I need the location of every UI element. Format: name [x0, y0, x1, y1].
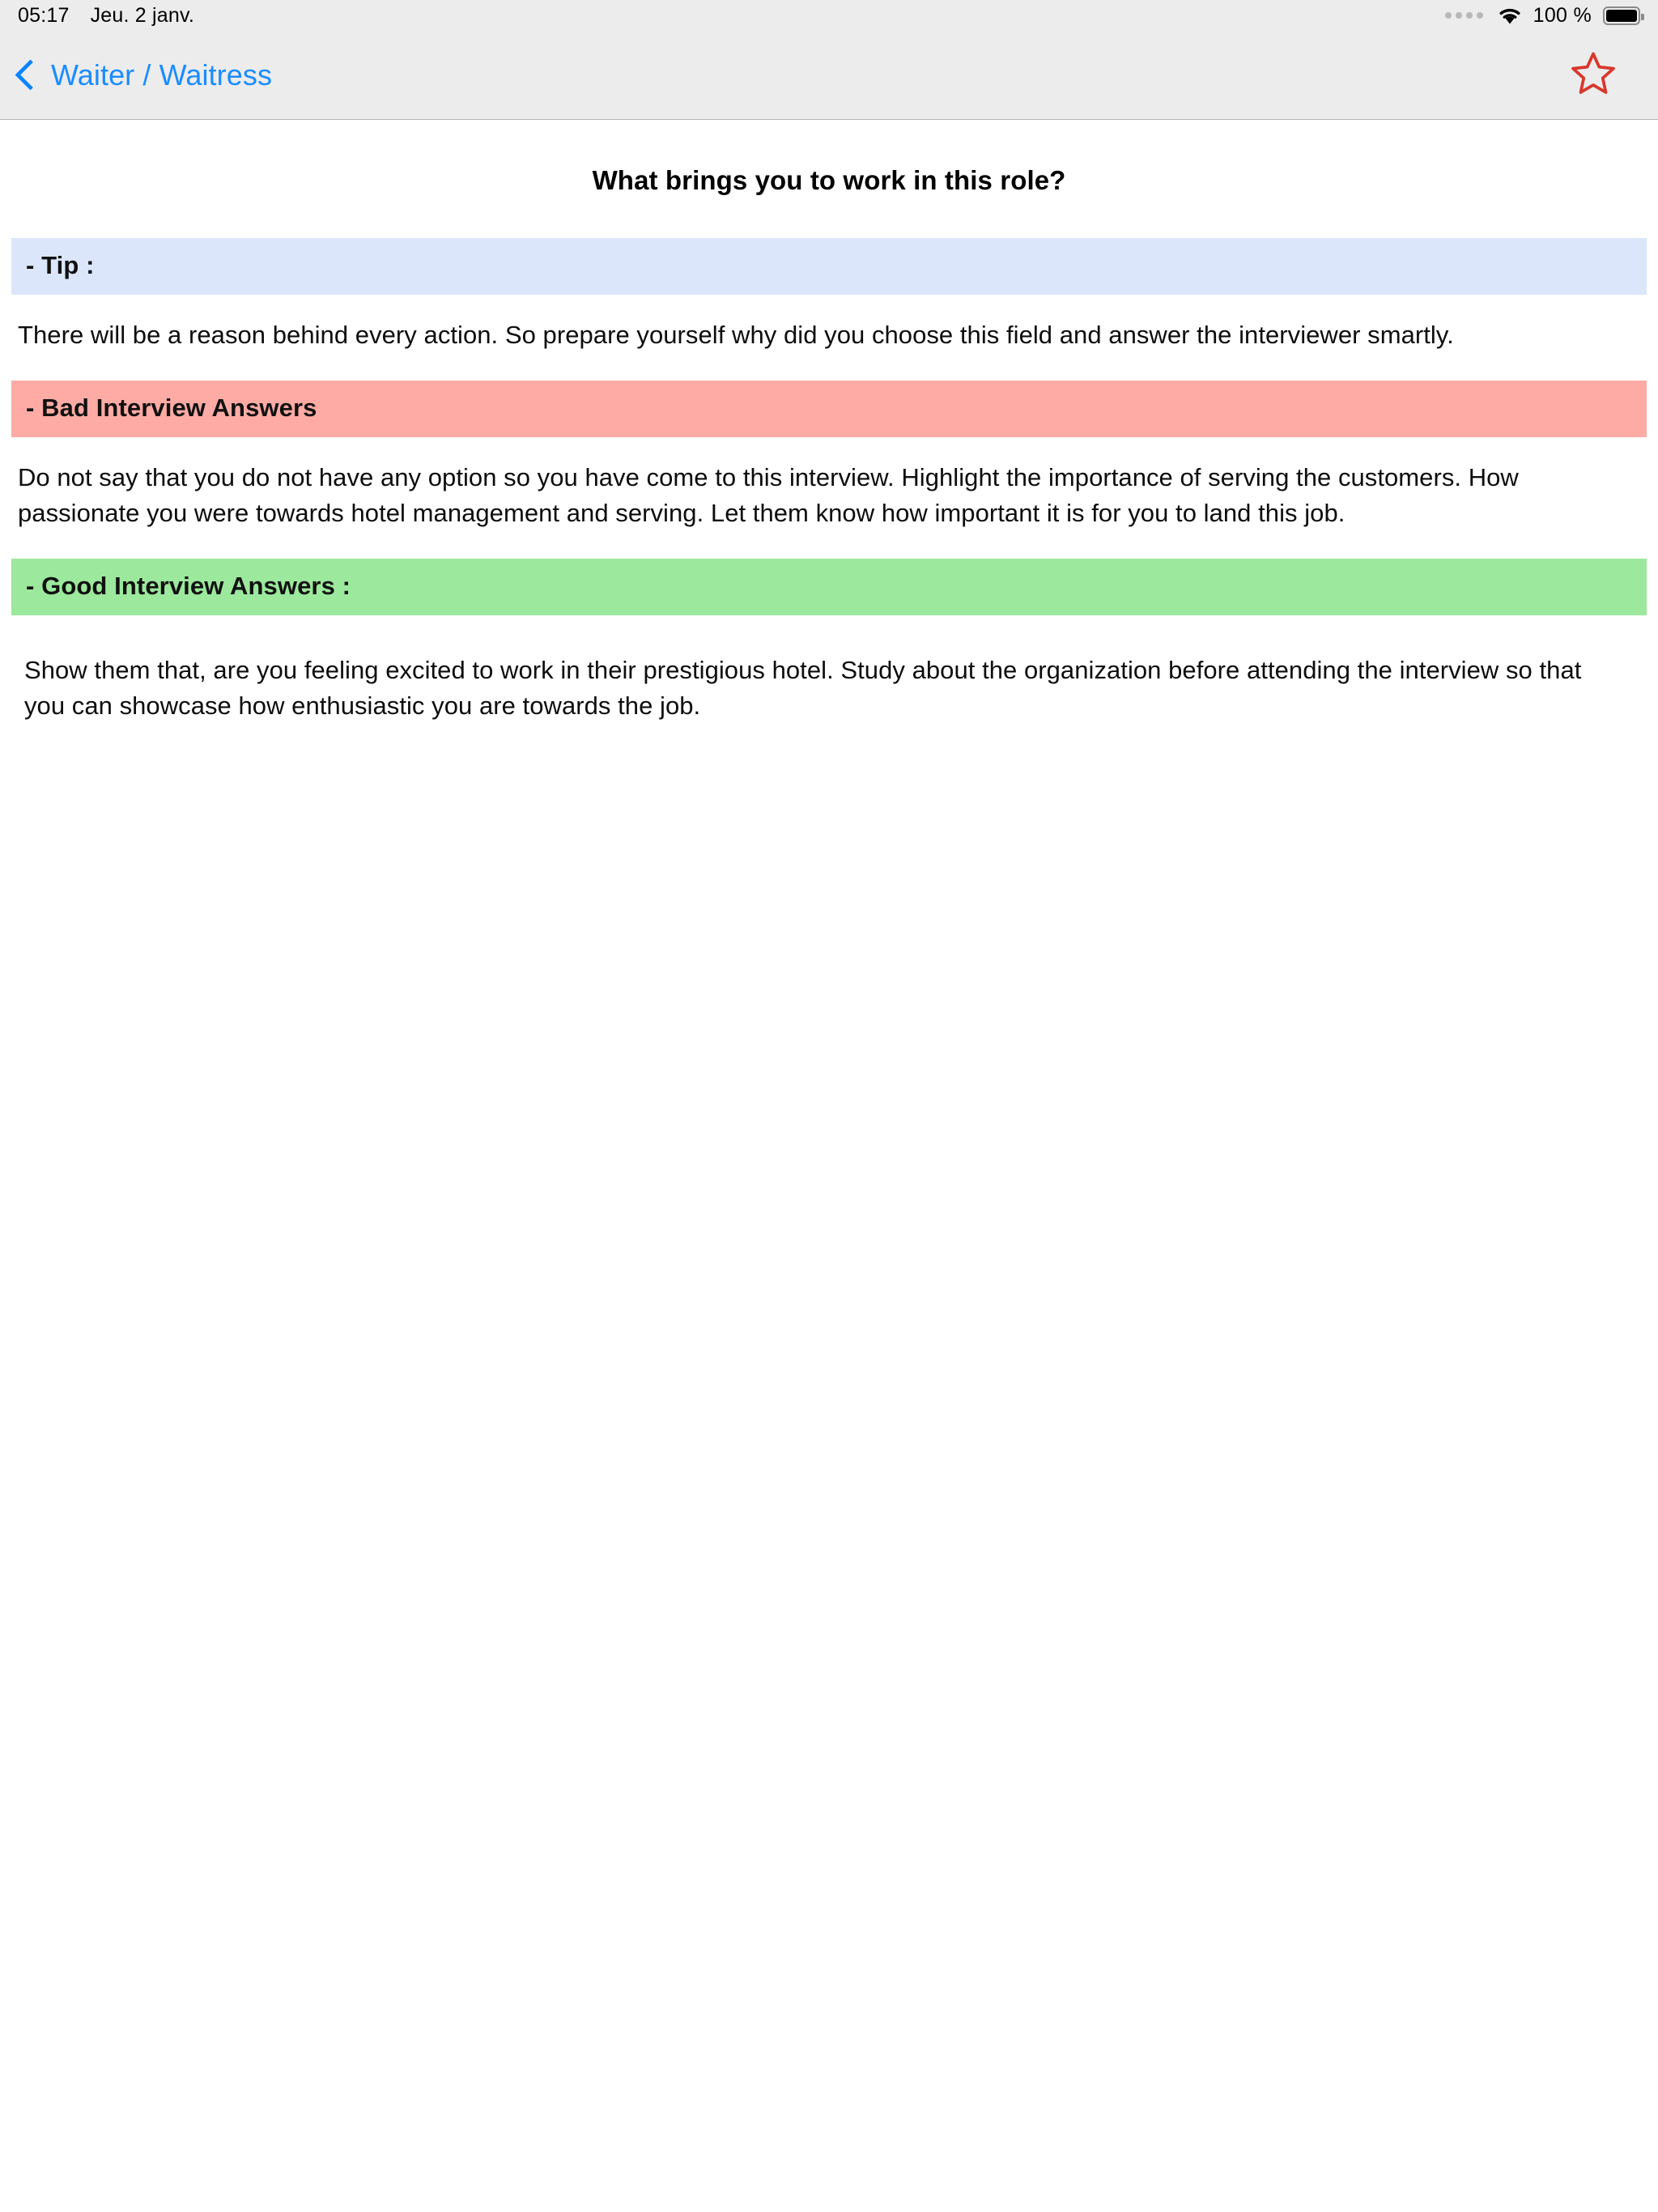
wifi-icon: [1498, 6, 1522, 25]
status-bar: [0, 0, 1658, 31]
page-title: What brings you to work in this role?: [592, 165, 1066, 195]
status-date: Jeu. 2 janv.: [90, 3, 194, 27]
section-body-good-answers: Show them that, are you feeling excited to work in their prestigious hotel. Study about the organization before attending the interview so that you can showcase how enthusiastic you are towards the job.: [24, 656, 1582, 721]
status-bar-right: [1445, 4, 1640, 28]
section-header-good-answers: - Good Interview Answers :: [11, 559, 1647, 615]
battery-percentage: 100 %: [1533, 3, 1592, 27]
section-body-bad-answers: Do not say that you do not have any option so you have come to this interview. Highlight the importance of serving the customers. How passionate you were towards hotel management and serving. Let them know how important it is for you to land this job.: [18, 463, 1519, 528]
chevron-left-icon: [15, 59, 45, 90]
back-button[interactable]: [15, 58, 272, 92]
section-header-tip: - Tip :: [11, 238, 1647, 295]
battery-full-icon: [1603, 6, 1640, 25]
status-time: 05:17: [18, 3, 70, 27]
main-content: [0, 165, 1658, 724]
navigation-bar: [0, 31, 1658, 120]
signal-dots-icon: [1445, 12, 1483, 19]
section-body-tip: There will be a reason behind every action. So prepare yourself why did you choose this field and answer the interviewer smartly.: [18, 321, 1454, 349]
favorite-button[interactable]: [1561, 43, 1626, 108]
status-bar-left: [18, 4, 194, 28]
star-outline-icon: [1568, 49, 1618, 101]
section-header-bad-answers: - Bad Interview Answers: [11, 381, 1647, 437]
back-button-label: Waiter / Waitress: [51, 57, 273, 91]
